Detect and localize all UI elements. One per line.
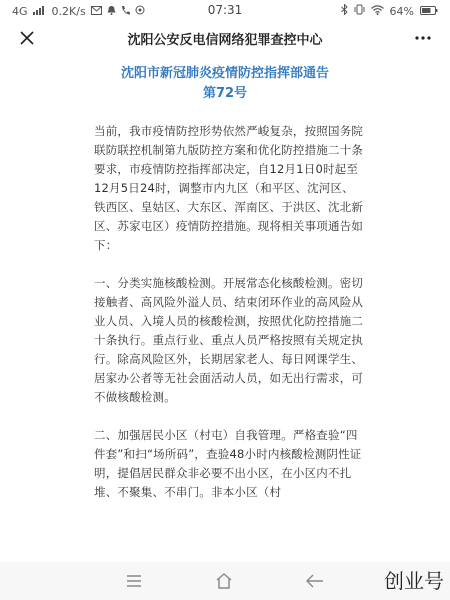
document-title: 沈阳市新冠肺炎疫情防控指挥部通告: [120, 66, 329, 81]
more-button[interactable]: [408, 36, 438, 40]
status-left: [12, 5, 145, 18]
watermark-text: 创业号: [384, 569, 444, 593]
back-button[interactable]: [306, 574, 324, 588]
menu-icon: [126, 575, 142, 587]
section-two-paragraph: 二、加强居民小区（村屯）自我管理。严格查验“四件套”和扫“场所码”，查验48小时内核酸检测阴性证明，提倡居民群众非必要不出小区，在小区内不扎堆、不聚集、不串门。非本小区（村: [94, 428, 362, 499]
clock: 07:31: [207, 3, 243, 17]
battery-level: 64%: [389, 4, 414, 18]
network-type: 4G: [12, 4, 28, 18]
vibrate-icon: [354, 4, 365, 18]
nav-bar: [0, 22, 450, 54]
network-speed: 0.2K/s: [51, 4, 86, 18]
more-icon: [415, 36, 431, 40]
wifi-icon: [371, 5, 384, 18]
bluetooth-icon: [341, 4, 348, 18]
back-icon: [306, 574, 324, 588]
close-icon: [20, 31, 34, 45]
close-button[interactable]: [12, 31, 42, 45]
intro-paragraph: 当前，我市疫情防控形势依然严峻复杂，按照国务院联防联控机制第九版防控方案和优化防控措施二十条要求，市疫情防控指挥部决定，自12月1日0时起至12月5日24时，调整市内九区（和平区、沈河区、铁西区、皇姑区、大东区、浑南区、于洪区、沈北新区、苏家屯区）疫情防控措施。现将相关事项通告如下：: [94, 124, 364, 252]
system-nav-bar: [0, 562, 450, 600]
section-one-paragraph: 一、分类实施核酸检测。开展常态化核酸检测。密切接触者、高风险外溢人员、结束闭环作业的高风险从业人员、入境人员的核酸检测，按照优化防控措施二十条执行。重点行业、重点人员严格按照有关规定执行。除高风险区外，长期居家老人、每日网课学生、居家办公者等无社会面活动人员，如无出行需求，可不做核酸检测。: [94, 276, 364, 404]
home-icon: [215, 573, 233, 589]
phone-icon: [121, 5, 130, 18]
menu-button[interactable]: [126, 575, 142, 587]
notification-icon: [107, 5, 116, 18]
app-notification-icon: [135, 5, 145, 18]
battery-icon: [420, 5, 438, 18]
mail-icon: [91, 5, 102, 18]
document-header: [0, 64, 450, 104]
document-number: 第72号: [202, 86, 248, 101]
article-content[interactable]: [0, 122, 450, 562]
page-title: 沈阳公安反电信网络犯罪查控中心: [127, 32, 323, 48]
signal-icon: [33, 5, 47, 18]
status-right: [341, 4, 438, 18]
status-bar: [0, 0, 450, 22]
home-button[interactable]: [215, 573, 233, 589]
